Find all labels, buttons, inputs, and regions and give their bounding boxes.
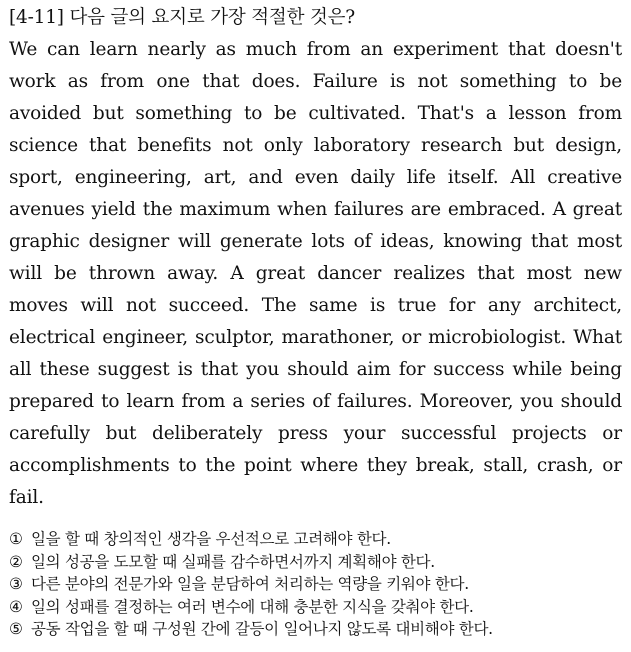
- question-prompt: 다음 글의 요지로 가장 적절한 것은?: [69, 7, 356, 28]
- choice-number: ⑤: [9, 620, 23, 638]
- answer-choice-1[interactable]: [9, 528, 622, 551]
- choice-text: 다른 분야의 전문가와 일을 분담하여 처리하는 역량을 키워야 한다.: [31, 575, 469, 593]
- answer-choice-4[interactable]: [9, 596, 622, 619]
- choice-number: ④: [9, 597, 23, 616]
- choice-text: 공동 작업을 할 때 구성원 간에 갈등이 일어나지 않도록 대비해야 한다.: [31, 620, 493, 638]
- choice-text: 일을 할 때 창의적인 생각을 우선적으로 고려해야 한다.: [31, 530, 391, 548]
- choice-number: ②: [9, 552, 23, 571]
- question-header: [9, 4, 622, 34]
- answer-choices: [9, 528, 622, 641]
- choice-text: 일의 성공을 도모할 때 실패를 감수하면서까지 계획해야 한다.: [31, 552, 435, 571]
- choice-number: ③: [9, 575, 23, 593]
- choice-text: 일의 성패를 결정하는 여러 변수에 대해 충분한 지식을 갖춰야 한다.: [31, 597, 474, 616]
- question-number: [4-11]: [9, 7, 64, 28]
- reading-passage: We can learn nearly as much from an experiment that doesn't work as from one that does. Failure is not something to be avoided but something to be cultivated. That's a lesson from science that benefits not only laboratory research but design, sport, engineering, art, and even daily life itself. All creative avenues yield the maximum when failures are embraced. A great graphic designer will generate lots of ideas, knowing that most will be thrown away. A great dancer realizes that most new moves will not succeed. The same is true for any architect, electrical engineer, sculptor, marathoner, or microbiologist. What all these suggest is that you should aim for success while being prepared to learn from a series of failures. Moreover, you should carefully but deliberately press your successful projects or accomplishments to the point where they break, stall, crash, or fail.: [9, 39, 622, 508]
- choice-number: ①: [9, 530, 23, 548]
- answer-choice-2[interactable]: [9, 551, 622, 574]
- answer-choice-3[interactable]: [9, 573, 622, 596]
- answer-choice-5[interactable]: [9, 618, 622, 641]
